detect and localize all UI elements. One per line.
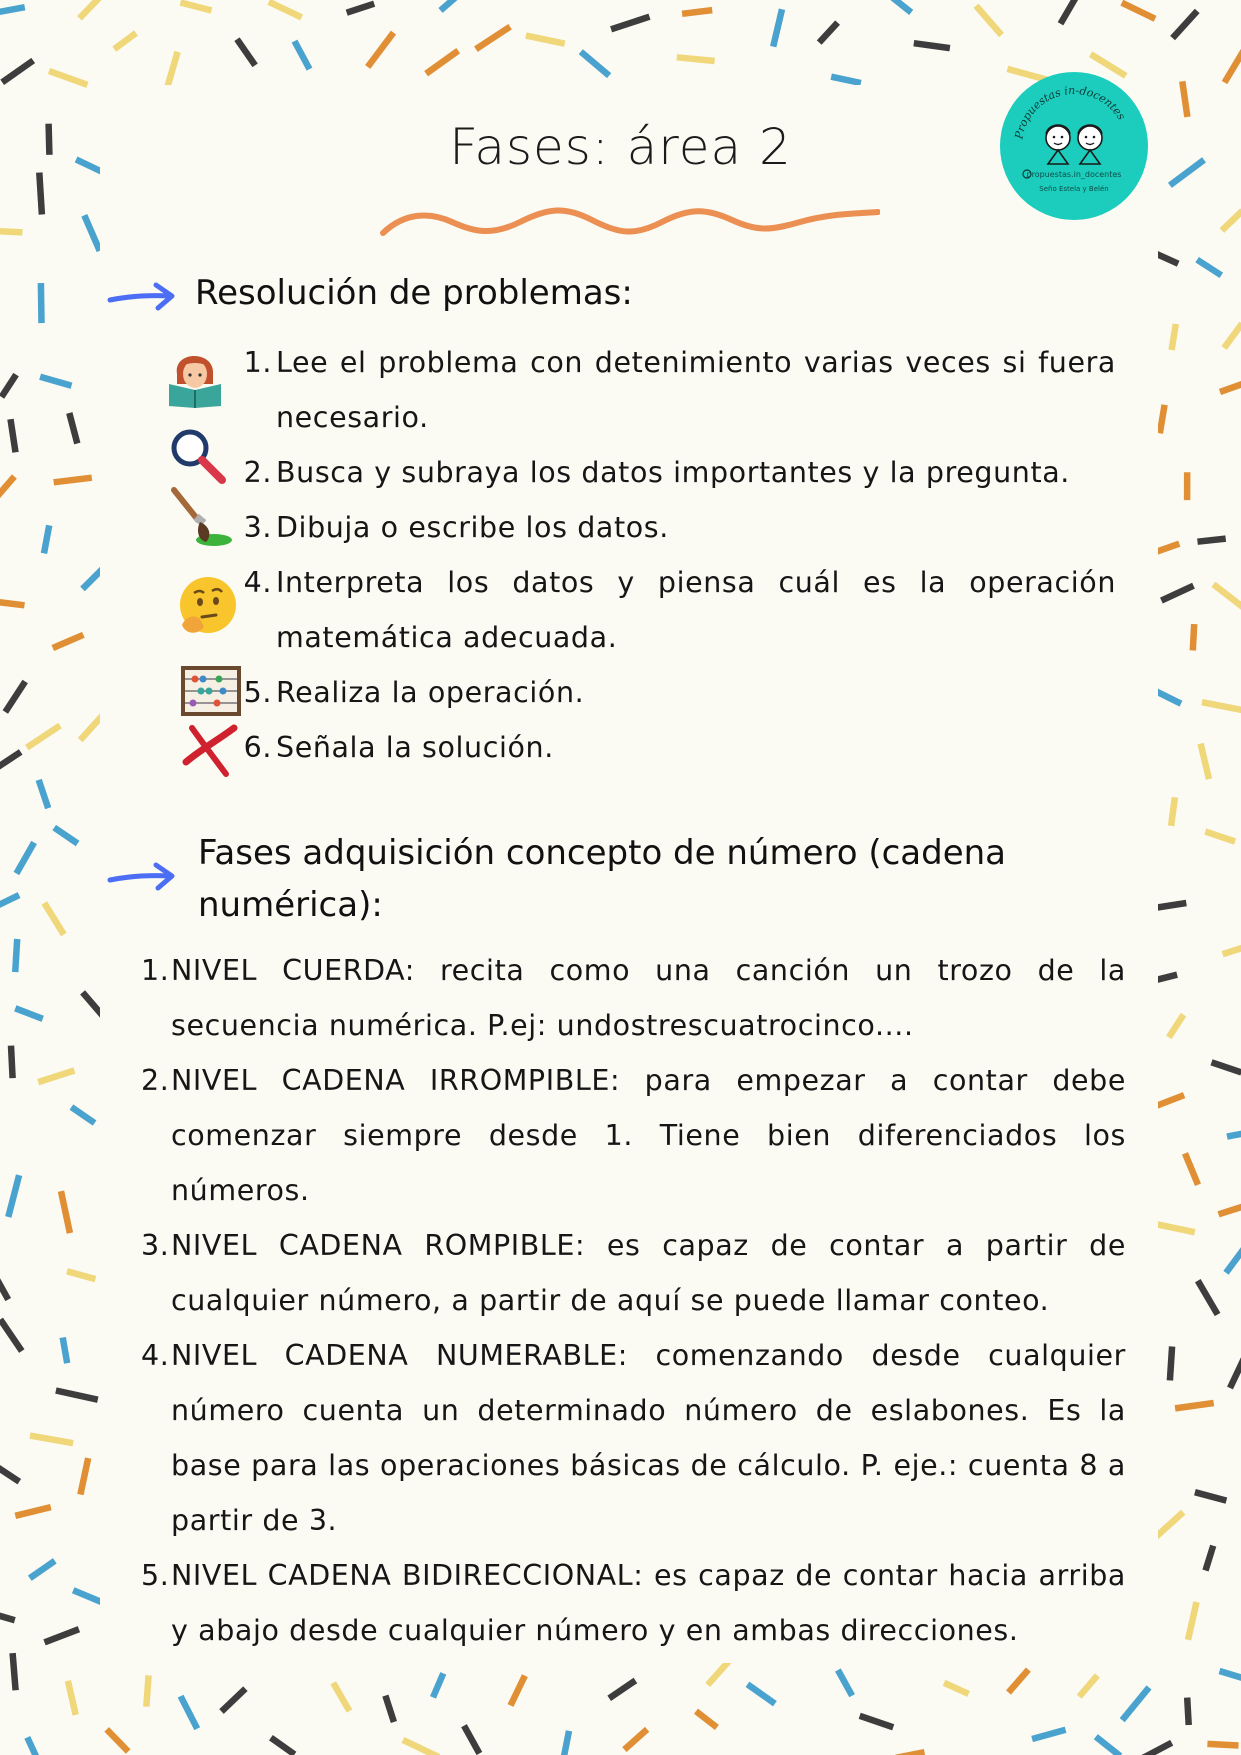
confetti-stick <box>1225 49 1241 83</box>
confetti-stick <box>333 1683 349 1711</box>
confetti-stick <box>914 43 950 48</box>
confetti-stick <box>68 1681 76 1715</box>
confetti-stick <box>1160 405 1165 434</box>
section2-heading-line2: numérica): <box>198 885 383 925</box>
confetti-stick <box>696 1711 717 1727</box>
confetti-stick <box>1187 1698 1189 1725</box>
confetti-stick <box>464 1726 479 1754</box>
confetti-stick <box>1171 797 1175 826</box>
confetti-stick <box>27 1737 40 1755</box>
list-item-number: 2. <box>243 456 272 489</box>
confetti-stick <box>2 61 33 83</box>
confetti-stick <box>433 1673 443 1697</box>
confetti-stick <box>56 1391 98 1400</box>
confetti-stick <box>0 1271 8 1299</box>
confetti-stick <box>11 419 16 452</box>
list-item-text: Interpreta los datos y piensa cuál es la operación matemática adecuada. <box>276 566 1116 654</box>
paintbrush-icon <box>170 486 234 550</box>
logo <box>1000 72 1148 220</box>
confetti-stick <box>1222 211 1241 231</box>
confetti-stick <box>11 1046 13 1079</box>
confetti-stick <box>61 1191 70 1233</box>
confetti-stick <box>1220 1671 1241 1679</box>
list-item <box>141 943 1126 1053</box>
confetti-stick <box>1169 1015 1184 1038</box>
confetti-stick <box>53 635 84 648</box>
section1-heading: Resolución de problemas: <box>195 273 633 313</box>
confetti-stick <box>45 1629 79 1642</box>
list-item-text: Lee el problema con detenimiento varias veces si fuera necesario. <box>276 346 1116 434</box>
list-item <box>141 1053 1126 1218</box>
confetti-stick <box>44 903 64 935</box>
confetti-stick <box>564 1731 569 1755</box>
confetti-stick <box>1201 744 1209 780</box>
problem-steps-list <box>243 335 1116 775</box>
list-item-text: Dibuja o escribe los datos. <box>276 511 669 544</box>
list-item-text: NIVEL CADENA BIDIRECCIONAL: es capaz de contar hacia arriba y abajo desde cualquier número y en ambas direcciones. <box>171 1559 1126 1647</box>
confetti-stick <box>0 600 25 605</box>
confetti-stick <box>1061 0 1083 24</box>
list-item-number: 1. <box>243 346 272 379</box>
confetti-stick <box>682 10 712 14</box>
list-item-text: NIVEL CADENA IRROMPIBLE: para empezar a contar debe comenzar siempre desde 1. Tiene bien diferenciados los números. <box>171 1064 1126 1207</box>
list-item-text: Busca y subraya los datos importantes y la pregunta. <box>276 456 1070 489</box>
confetti-stick <box>0 1319 22 1351</box>
confetti-stick <box>1157 1224 1195 1232</box>
confetti-stick <box>0 752 21 774</box>
confetti-stick <box>167 52 177 87</box>
confetti-stick <box>441 0 464 10</box>
list-item-number: 6. <box>243 731 272 764</box>
confetti-stick <box>71 1107 94 1123</box>
wavy-underline <box>380 200 880 240</box>
section2-heading <box>198 827 1006 931</box>
confetti-stick <box>581 52 609 76</box>
confetti-stick <box>1220 380 1241 392</box>
list-item-text: NIVEL CUERDA: recita como una canción un trozo de la secuencia numérica. P.ej: undostrescuatrocinco.... <box>171 954 1126 1042</box>
list-item <box>243 665 1116 720</box>
confetti-stick <box>84 215 99 251</box>
confetti-stick <box>44 525 49 553</box>
confetti-stick <box>403 1740 439 1755</box>
confetti-stick <box>54 478 92 483</box>
confetti-stick <box>146 1675 148 1706</box>
confetti-stick <box>1206 1546 1214 1571</box>
confetti-stick <box>1096 1737 1120 1755</box>
confetti-stick <box>426 51 458 74</box>
confetti-stick <box>1032 1730 1066 1739</box>
confetti-stick <box>69 413 77 444</box>
confetti-stick <box>1175 1403 1214 1408</box>
confetti-stick <box>1198 539 1226 542</box>
confetti-stick <box>271 1738 295 1755</box>
list-item <box>243 555 1116 665</box>
list-item-number: 3. <box>243 511 272 544</box>
confetti-stick <box>1205 832 1235 842</box>
confetti-stick <box>838 1670 852 1696</box>
confetti-stick <box>1198 1281 1218 1315</box>
confetti-stick <box>15 1008 42 1019</box>
confetti-stick <box>526 36 565 44</box>
confetti-stick <box>476 27 510 49</box>
confetti-stick <box>41 283 42 323</box>
confetti-stick <box>1202 702 1241 710</box>
list-item-number: 5. <box>243 676 272 709</box>
confetti-stick <box>80 1458 88 1495</box>
list-item-number: 2. <box>141 1064 170 1097</box>
confetti-stick <box>886 0 911 12</box>
section2-heading-line1: Fases adquisición concepto de número (cadena <box>198 833 1007 873</box>
list-item-text: NIVEL CADENA NUMERABLE: comenzando desde cualquier número cuenta un determinado número de eslabones. Es la base para las operaciones básicas de cálculo. P. eje.: cuenta 8 a partir de 3. <box>171 1339 1126 1537</box>
confetti-stick <box>1172 324 1176 350</box>
confetti-stick <box>27 726 60 748</box>
list-item <box>243 720 1116 775</box>
confetti-stick <box>1170 1347 1172 1381</box>
confetti-stick <box>8 1175 19 1217</box>
confetti-stick <box>819 23 837 43</box>
confetti-stick <box>54 828 77 844</box>
confetti-stick <box>5 682 25 713</box>
confetti-stick <box>0 477 14 501</box>
confetti-stick <box>976 6 1002 35</box>
logo-subtitle: Seño Estela y Belén <box>1039 185 1109 193</box>
confetti-stick <box>15 1507 51 1516</box>
page-title: Fases: área 2 <box>449 118 792 176</box>
confetti-stick <box>748 1684 775 1703</box>
confetti-stick <box>2 375 17 397</box>
confetti-stick <box>63 1338 67 1364</box>
confetti-stick <box>611 17 649 30</box>
list-item-number: 1. <box>141 954 170 987</box>
confetti-stick <box>1227 1131 1241 1136</box>
confetti-stick <box>295 41 310 69</box>
confetti-stick <box>1161 586 1193 601</box>
confetti-stick <box>1138 1743 1172 1755</box>
confetti-stick <box>860 1716 894 1728</box>
list-item-number: 3. <box>141 1229 170 1262</box>
confetti-stick <box>944 1683 969 1694</box>
confetti-stick <box>511 1676 525 1706</box>
confetti-stick <box>1122 3 1155 19</box>
confetti-stick <box>1230 1349 1241 1388</box>
list-item-text: Señala la solución. <box>276 731 554 764</box>
confetti-stick <box>1185 1153 1198 1184</box>
list-item-number: 4. <box>141 1339 170 1372</box>
confetti-stick <box>347 4 375 13</box>
logo-handle: propuestas.in_docentes <box>1026 170 1122 179</box>
list-item-number: 5. <box>141 1559 170 1592</box>
confetti-stick <box>1195 1492 1227 1500</box>
confetti-stick <box>13 1653 16 1690</box>
confetti-stick <box>114 33 136 49</box>
confetti-stick <box>30 1561 55 1578</box>
confetti-stick <box>38 1071 74 1083</box>
confetti-stick <box>16 843 34 874</box>
confetti-stick <box>80 0 110 18</box>
confetti-stick <box>107 1729 129 1751</box>
confetti-stick <box>269 2 302 18</box>
logo-emblem <box>1000 72 1148 220</box>
confetti-stick <box>1188 1602 1197 1640</box>
list-item-number: 4. <box>243 566 272 599</box>
confetti-stick <box>1182 81 1187 117</box>
confetti-stick <box>1219 1204 1241 1214</box>
confetti-stick <box>624 1729 647 1749</box>
confetti-stick <box>49 71 87 85</box>
confetti-stick <box>67 1271 95 1279</box>
confetti-stick <box>368 33 394 67</box>
confetti-stick <box>15 939 17 972</box>
confetti-stick <box>237 39 255 65</box>
confetti-stick <box>1193 624 1194 650</box>
red-cross-icon <box>180 718 244 782</box>
confetti-stick <box>30 1436 73 1444</box>
list-item <box>141 1548 1126 1658</box>
logo-circle-text: Propuestas in-docentes <box>1012 83 1128 141</box>
list-item <box>243 445 1116 500</box>
confetti-stick <box>222 1689 246 1712</box>
confetti-stick <box>1212 1062 1241 1072</box>
magnifier-icon <box>166 426 230 490</box>
confetti-stick <box>831 77 861 83</box>
confetti-stick <box>1009 1670 1029 1693</box>
confetti-stick <box>609 1681 635 1699</box>
confetti-stick <box>385 1696 394 1722</box>
confetti-stick <box>0 230 22 232</box>
confetti-stick <box>1226 1247 1241 1273</box>
confetti-stick <box>1213 584 1241 608</box>
list-item-text: Realiza la operación. <box>276 676 585 709</box>
list-item <box>243 500 1116 555</box>
arrow-icon <box>106 860 178 894</box>
confetti-stick <box>0 7 25 14</box>
arrow-icon <box>106 280 178 314</box>
list-item <box>141 1218 1126 1328</box>
confetti-stick <box>773 9 782 46</box>
confetti-stick <box>1173 11 1198 38</box>
thinking-face-icon <box>174 575 238 639</box>
confetti-stick <box>0 1612 15 1621</box>
confetti-stick <box>677 57 715 61</box>
reading-girl-icon <box>163 344 227 408</box>
list-item <box>243 335 1116 445</box>
confetti-stick <box>1207 1744 1238 1746</box>
confetti-stick <box>39 780 49 808</box>
confetti-stick <box>180 3 211 11</box>
confetti-stick <box>39 173 42 215</box>
confetti-stick <box>1122 1687 1149 1720</box>
confetti-stick <box>181 1696 198 1729</box>
confetti-stick <box>1197 260 1221 276</box>
confetti-stick <box>0 895 19 911</box>
confetti-stick <box>1223 946 1241 955</box>
confetti-stick <box>1224 324 1241 348</box>
confetti-stick <box>0 1463 19 1482</box>
number-concept-list <box>141 943 1126 1658</box>
confetti-stick <box>1079 1676 1097 1697</box>
confetti-stick <box>40 377 71 386</box>
list-item <box>141 1328 1126 1548</box>
list-item-text: NIVEL CADENA ROMPIBLE: es capaz de contar a partir de cualquier número, a partir de aquí se puede llamar conteo. <box>171 1229 1126 1317</box>
